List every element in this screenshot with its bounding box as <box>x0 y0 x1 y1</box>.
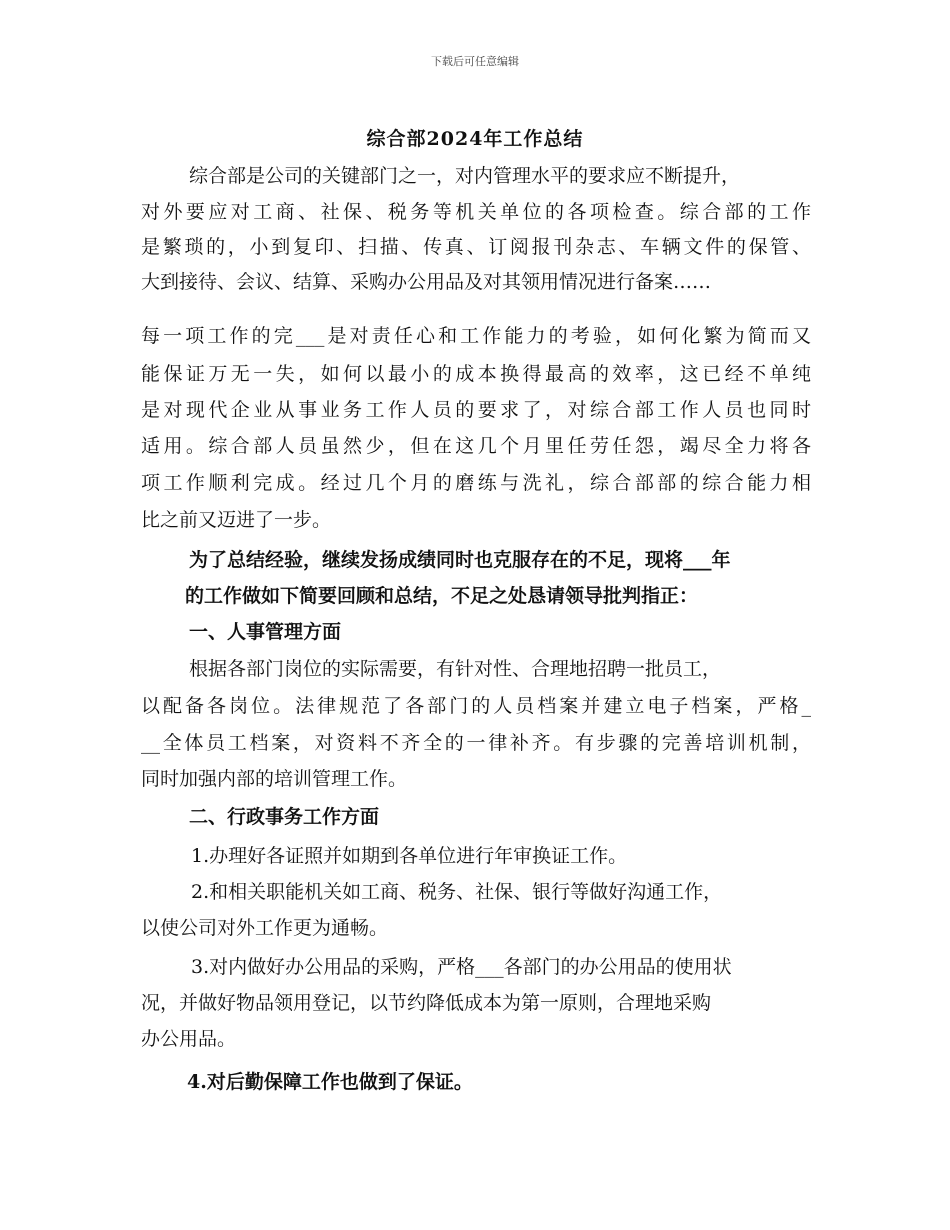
list-item: 况，并做好物品领用登记，以节约降低成本为第一原则，合理地采购 <box>141 992 712 1014</box>
intro-line: 综合部是公司的关键部门之一，对内管理水平的要求应不断提升， <box>189 165 741 187</box>
summary-line: 的工作做如下简要回顾和总结，不足之处恳请领导批判指正： <box>185 585 699 607</box>
section1-line: 以配备各岗位。法律规范了各部门的人员档案并建立电子档案，严格_ <box>141 695 811 717</box>
section1-line: __全体员工档案，对资料不齐全的一律补齐。有步骤的完善培训机制， <box>141 732 811 754</box>
list-item: 以使公司对外工作更为通畅。 <box>141 917 389 939</box>
document-title: 综合部2024年工作总结 <box>366 128 584 150</box>
intro-line: 适用。综合部人员虽然少，但在这几个月里任劳任怨，竭尽全力将各 <box>141 435 811 457</box>
intro-line: 能保证万无一失，如何以最小的成本换得最高的效率，这已经不单纯 <box>141 363 811 385</box>
list-item: 4.对后勤保障工作也做到了保证。 <box>187 1071 473 1093</box>
header-note: 下载后可任意编辑 <box>431 55 519 68</box>
intro-line: 比之前又迈进了一步。 <box>141 509 332 531</box>
list-item: 办公用品。 <box>141 1028 237 1050</box>
section-heading: 二、行政事务工作方面 <box>189 806 380 828</box>
section1-line: 同时加强内部的培训管理工作。 <box>141 768 408 790</box>
list-item: 2.和相关职能机关如工商、税务、社保、银行等做好沟通工作， <box>191 881 723 903</box>
intro-line: 是对现代企业从事业务工作人员的要求了，对综合部工作人员也同时 <box>141 399 811 421</box>
intro-line: 项工作顺利完成。经过几个月的磨练与洗礼，综合部部的综合能力相 <box>141 472 811 494</box>
summary-line: 为了总结经验，继续发扬成绩同时也克服存在的不足，现将___年 <box>189 549 731 571</box>
section-heading: 一、人事管理方面 <box>189 621 342 643</box>
intro-line: 每一项工作的完___是对责任心和工作能力的考验，如何化繁为简而又 <box>141 325 811 347</box>
intro-line: 是繁琐的，小到复印、扫描、传真、订阅报刊杂志、车辆文件的保管、 <box>141 236 811 258</box>
list-item: 3.对内做好办公用品的采购，严格___各部门的办公用品的使用状 <box>191 956 732 978</box>
intro-line: 对外要应对工商、社保、税务等机关单位的各项检查。综合部的工作 <box>141 201 811 223</box>
section1-line: 根据各部门岗位的实际需要，有针对性、合理地招聘一批员工， <box>189 658 722 680</box>
list-item: 1.办理好各证照并如期到各单位进行年审换证工作。 <box>191 845 628 867</box>
intro-line: 大到接待、会议、结算、采购办公用品及对其领用情况进行备案…… <box>141 271 712 293</box>
